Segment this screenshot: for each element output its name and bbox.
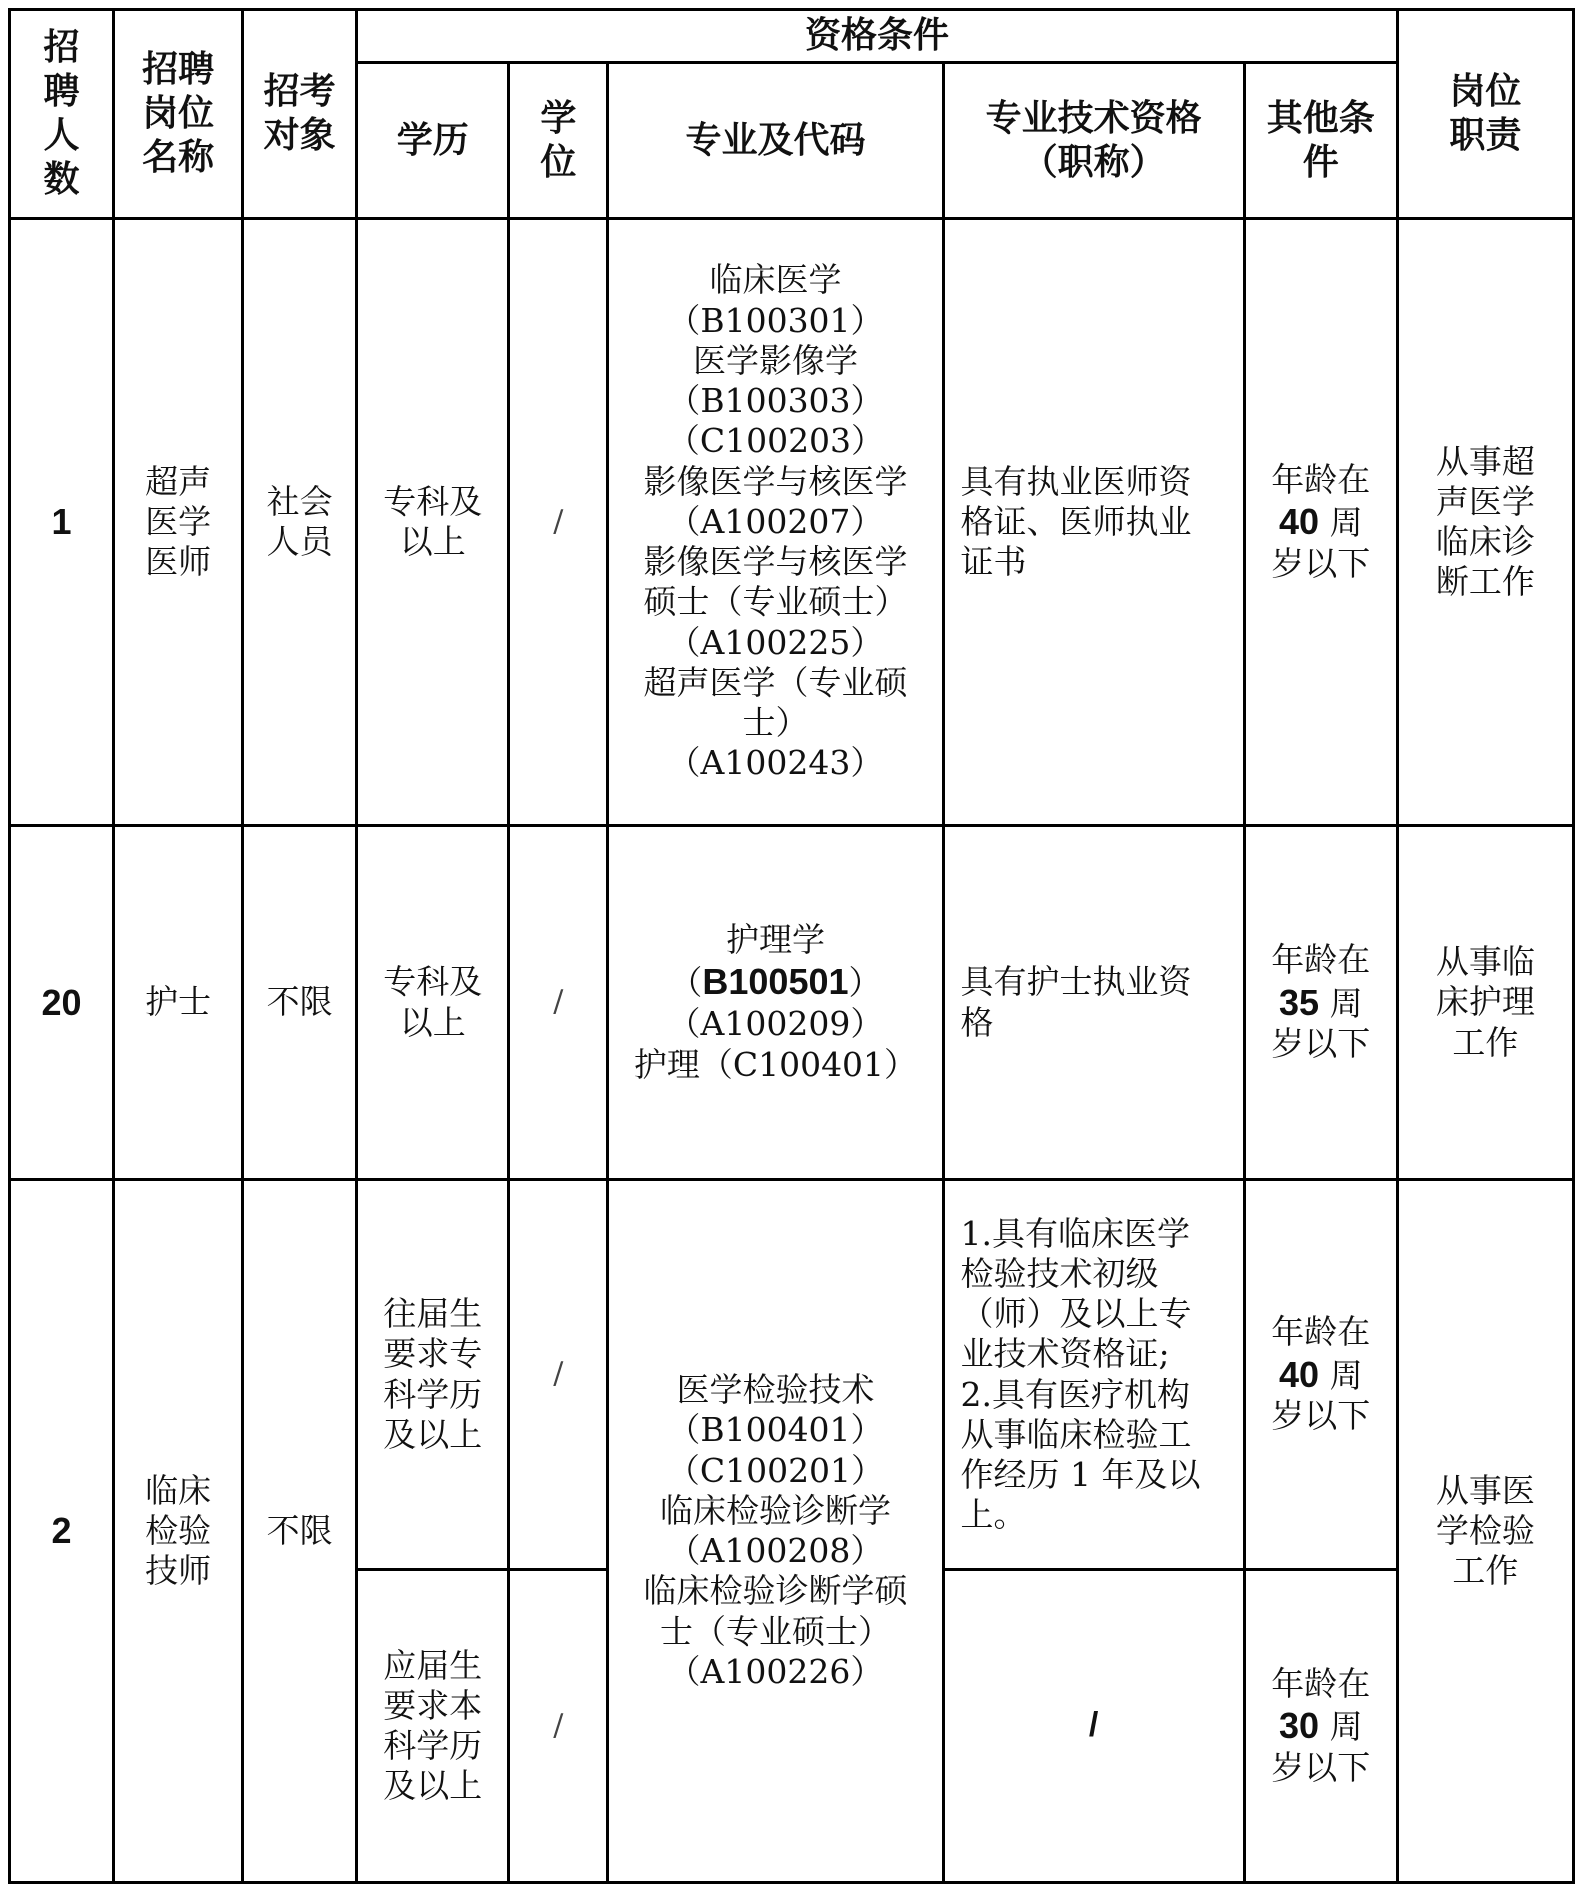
major-line: 医学检验技术 <box>676 1370 875 1409</box>
age-prefix: 年龄在 <box>1271 1312 1371 1352</box>
major-line: （A100209） <box>667 1004 884 1044</box>
major-line: 士（专业硕士） <box>659 1611 891 1651</box>
major-line: 超声医学（专业硕 <box>643 662 908 702</box>
recruitment-table <box>8 8 1575 1884</box>
row-position: 临床 检验 技师 <box>114 1180 243 1883</box>
age-suffix: 周 <box>1329 503 1363 543</box>
row-count: 1 <box>10 219 114 826</box>
header-position: 招聘 岗位 名称 <box>114 10 243 219</box>
major-line: 护理学 <box>725 920 825 960</box>
row-education: 往届生 要求专 科学历 及以上 <box>357 1180 509 1570</box>
major-line: 影像医学与核医学 <box>643 542 908 582</box>
row-title: 具有护士执业资 格 <box>943 826 1244 1180</box>
age-line <box>1250 1704 1392 1748</box>
row-majors <box>608 219 943 826</box>
age-tail: 岁以下 <box>1271 543 1371 583</box>
paren-open: （ <box>669 963 703 1003</box>
age-tail: 岁以下 <box>1271 1024 1371 1064</box>
age-value: 30 <box>1279 1705 1320 1747</box>
major-line: 医学影像学 <box>692 340 858 380</box>
row-position: 护士 <box>114 826 243 1180</box>
header-target: 招考 对象 <box>243 10 357 219</box>
major-code: B100501 <box>702 961 849 1003</box>
major-line: （B100401） <box>667 1410 884 1450</box>
major-line: 护理（C100401） <box>633 1044 918 1084</box>
row-count: 20 <box>10 826 114 1180</box>
row-degree: / <box>509 219 608 826</box>
row-title: 具有执业医师资 格证、医师执业 证书 <box>943 219 1244 826</box>
major-line: （A100207） <box>667 501 884 541</box>
row-title: 1.具有临床医学 检验技术初级 （师）及以上专 业技术资格证; 2.具有医疗机构 从事临床检验工 作经历 1 年及以 上。 <box>943 1180 1244 1570</box>
header-degree: 学 位 <box>509 63 608 219</box>
header-row-1 <box>10 10 1574 63</box>
row-other <box>1244 1570 1397 1883</box>
row-degree: / <box>509 826 608 1180</box>
table-row <box>10 826 1574 1180</box>
row-other <box>1244 1180 1397 1570</box>
major-line: 临床检验诊断学 <box>659 1490 891 1530</box>
major-line: （A100226） <box>667 1651 884 1691</box>
major-line: （C100201） <box>666 1450 885 1490</box>
row-title: / <box>943 1570 1244 1883</box>
age-line <box>1250 1353 1392 1397</box>
major-line: 士） <box>742 703 809 743</box>
age-value: 35 <box>1279 981 1320 1023</box>
paren-close: ） <box>848 963 882 1003</box>
age-suffix: 周 <box>1329 1355 1363 1395</box>
row-target: 不限 <box>243 826 357 1180</box>
major-line: 硕士（专业硕士） <box>643 582 908 622</box>
table-row <box>10 219 1574 826</box>
age-line <box>1250 981 1392 1025</box>
row-majors <box>608 1180 943 1883</box>
row-other <box>1244 826 1397 1180</box>
row-majors <box>608 826 943 1180</box>
age-prefix: 年龄在 <box>1271 1663 1371 1703</box>
row-count: 2 <box>10 1180 114 1883</box>
major-line <box>613 960 937 1004</box>
header-title: 专业技术资格 （职称） <box>943 63 1244 219</box>
row-education: 专科及 以上 <box>357 826 509 1180</box>
header-major: 专业及代码 <box>608 63 943 219</box>
row-position: 超声 医学 医师 <box>114 219 243 826</box>
age-prefix: 年龄在 <box>1271 459 1371 499</box>
major-line: （A100208） <box>667 1531 884 1570</box>
major-line: 影像医学与核医学 <box>643 461 908 501</box>
major-line: （A100243） <box>667 743 884 783</box>
row-duty: 从事医 学检验 工作 <box>1397 1180 1573 1883</box>
recruitment-table-page <box>8 8 1575 1881</box>
row-target: 社会 人员 <box>243 219 357 826</box>
row-education: 专科及 以上 <box>357 219 509 826</box>
age-suffix: 周 <box>1329 983 1363 1023</box>
header-qualifications: 资格条件 <box>357 10 1398 63</box>
row-duty: 从事临 床护理 工作 <box>1397 826 1573 1180</box>
major-line: （A100225） <box>667 622 884 662</box>
row-target: 不限 <box>243 1180 357 1883</box>
header-education: 学历 <box>357 63 509 219</box>
row-other <box>1244 219 1397 826</box>
major-line: （B100301） <box>667 300 884 340</box>
major-line: （C100203） <box>666 421 885 461</box>
header-count: 招 聘 人 数 <box>10 10 114 219</box>
row-degree: / <box>509 1570 608 1883</box>
header-duty: 岗位 职责 <box>1397 10 1573 219</box>
major-line: 临床检验诊断学硕 <box>643 1571 908 1611</box>
row-degree: / <box>509 1180 608 1570</box>
age-suffix: 周 <box>1329 1707 1363 1747</box>
row-education: 应届生 要求本 科学历 及以上 <box>357 1570 509 1883</box>
header-other: 其他条 件 <box>1244 63 1397 219</box>
age-tail: 岁以下 <box>1271 1747 1371 1787</box>
age-value: 40 <box>1279 1353 1320 1395</box>
age-line <box>1250 500 1392 544</box>
major-line: （B100303） <box>667 381 884 421</box>
table-row <box>10 1180 1574 1570</box>
row-duty: 从事超 声医学 临床诊 断工作 <box>1397 219 1573 826</box>
age-prefix: 年龄在 <box>1271 940 1371 980</box>
major-line: 临床医学 <box>709 260 842 300</box>
age-tail: 岁以下 <box>1271 1396 1371 1436</box>
age-value: 40 <box>1279 501 1320 543</box>
